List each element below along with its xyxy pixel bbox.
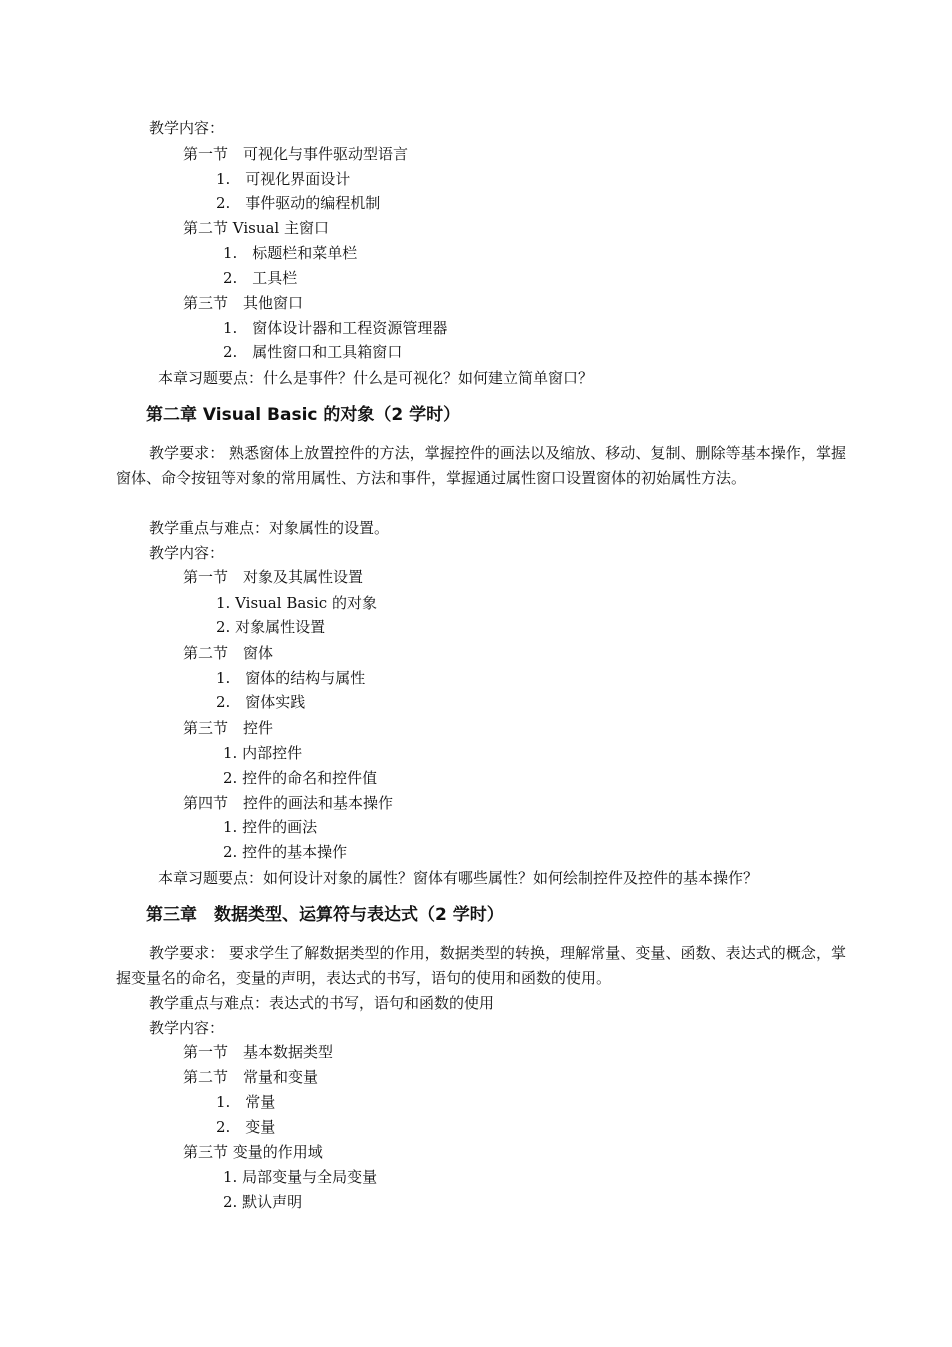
list-item: 1. 控件的画法 <box>223 818 318 836</box>
list-item: 1. 可视化界面设计 <box>216 170 351 188</box>
chapter-heading: 第三章 数据类型、运算符与表达式（2 学时） <box>146 905 504 925</box>
list-item: 2. 控件的基本操作 <box>223 843 348 861</box>
list-item: 1. 标题栏和菜单栏 <box>223 244 358 262</box>
section-title: 第一节 对象及其属性设置 <box>183 568 364 586</box>
teaching-requirement: 教学要求： 要求学生了解数据类型的作用，数据类型的转换，理解常量、变量、函数、表达式的概念，掌握变量名的命名，变量的声明，表达式的书写，语句的使用和函数的使用。 <box>116 944 846 987</box>
list-item: 2. 事件驱动的编程机制 <box>216 194 381 212</box>
section-title: 第二节 常量和变量 <box>183 1068 319 1086</box>
list-item: 2. 默认声明 <box>223 1193 303 1211</box>
list-item: 2. 控件的命名和控件值 <box>223 769 378 787</box>
teaching-focus: 教学重点与难点：对象属性的设置。 <box>149 519 390 537</box>
list-item: 1. 内部控件 <box>223 744 303 762</box>
section-title: 第三节 控件 <box>183 719 274 737</box>
list-item: 1. 窗体设计器和工程资源管理器 <box>223 319 448 337</box>
list-item: 2. 窗体实践 <box>216 693 306 711</box>
exercise-points: 本章习题要点：什么是事件？什么是可视化？如何建立简单窗口？ <box>158 369 594 387</box>
section-title: 第二节 Visual 主窗口 <box>183 219 330 237</box>
list-item: 2. 属性窗口和工具箱窗口 <box>223 343 403 361</box>
exercise-points: 本章习题要点：如何设计对象的属性？窗体有哪些属性？如何绘制控件及控件的基本操作？ <box>158 869 759 887</box>
list-item: 2. 工具栏 <box>223 269 298 287</box>
section-title: 第一节 可视化与事件驱动型语言 <box>183 145 409 163</box>
list-item: 1. 局部变量与全局变量 <box>223 1168 378 1186</box>
teaching-requirement: 教学要求： 熟悉窗体上放置控件的方法，掌握控件的画法以及缩放、移动、复制、删除等基本操作，掌握窗体、命令按钮等对象的常用属性、方法和事件，掌握通过属性窗口设置窗体的初始属性方法。 <box>116 444 846 487</box>
list-item: 1. 常量 <box>216 1093 276 1111</box>
content-label: 教学内容： <box>149 1019 225 1037</box>
section-title: 第四节 控件的画法和基本操作 <box>183 794 394 812</box>
list-item: 1. 窗体的结构与属性 <box>216 669 366 687</box>
section-title: 第一节 基本数据类型 <box>183 1043 334 1061</box>
content-label: 教学内容： <box>149 119 225 137</box>
section-title: 第三节 其他窗口 <box>183 294 304 312</box>
section-title: 第二节 窗体 <box>183 644 274 662</box>
teaching-focus: 教学重点与难点：表达式的书写，语句和函数的使用 <box>149 994 495 1012</box>
content-label: 教学内容： <box>149 544 225 562</box>
section-title: 第三节 变量的作用域 <box>183 1143 323 1161</box>
list-item: 1. Visual Basic 的对象 <box>216 594 377 612</box>
chapter-heading: 第二章 Visual Basic 的对象（2 学时） <box>146 405 461 425</box>
list-item: 2. 对象属性设置 <box>216 618 326 636</box>
list-item: 2. 变量 <box>216 1118 276 1136</box>
